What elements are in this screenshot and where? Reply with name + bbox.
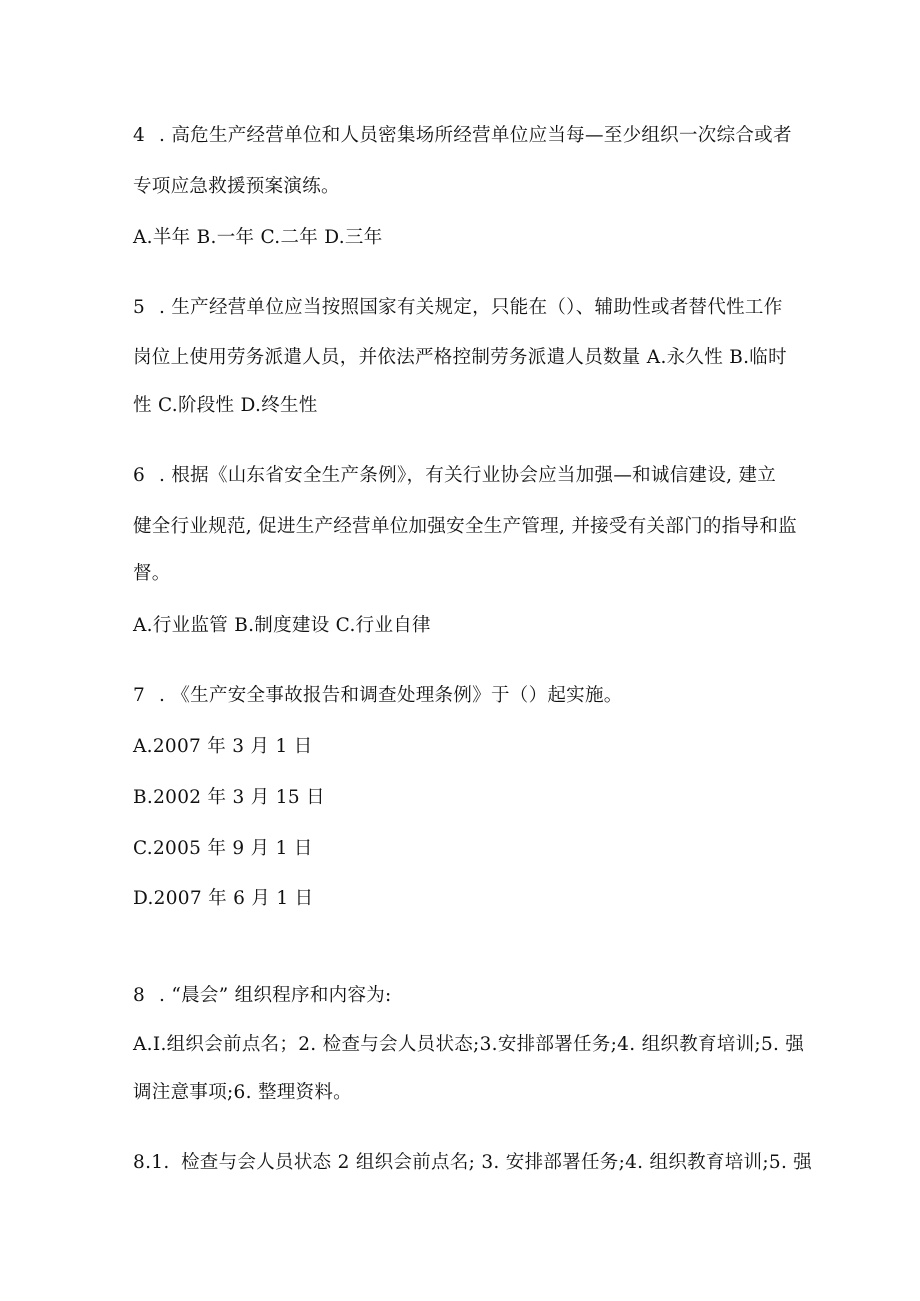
question-text: . 根据《山东省安全生产条例》，有关行业协会应当加强—和诚信建设, 建立 [159, 465, 777, 486]
question-6-line-2: 健全行业规范, 促进生产经营单位加强安全生产管理, 并接受有关部门的指导和监 [133, 516, 797, 537]
question-number: 8.1. [133, 1152, 170, 1173]
question-7-line-1 [133, 684, 623, 708]
question-8-option-a-line-2: 调注意事项;6. 整理资料。 [133, 1082, 352, 1103]
question-8-1-line-1 [133, 1151, 812, 1175]
question-8-option-a-line-1: A.I.组织会前点名；2. 检查与会人员状态;3.安排部署任务;4. 组织教育培训;5. 强 [133, 1034, 805, 1055]
question-5-line-3: 性 C.阶段性 D.终生性 [133, 395, 318, 416]
question-number: 5 [133, 297, 146, 318]
question-number: 7 [133, 685, 146, 706]
question-5-line-2: 岗位上使用劳务派遣人员，并依法严格控制劳务派遣人员数量 A.永久性 B.临时 [133, 347, 787, 368]
question-7-option-a: A.2007 年 3 月 1 日 [133, 736, 313, 757]
question-number: 6 [133, 465, 146, 486]
question-text: . “晨会” 组织程序和内容为: [159, 985, 392, 1006]
question-text: . 高危生产经营单位和人员密集场所经营单位应当每—至少组织一次综合或者 [159, 125, 792, 146]
question-6-options: A.行业监管 B.制度建设 C.行业自律 [133, 615, 431, 636]
question-7-option-b: B.2002 年 3 月 15 日 [133, 787, 325, 808]
question-4-options: A.半年 B.一年 C.二年 D.三年 [133, 227, 383, 248]
question-8-line-1 [133, 984, 392, 1008]
question-text: . 生产经营单位应当按照国家有关规定，只能在（）、辅助性或者替代性工作 [159, 297, 783, 318]
question-4-line-1 [133, 124, 792, 148]
question-7-option-d: D.2007 年 6 月 1 日 [133, 888, 314, 909]
question-5-line-1 [133, 296, 783, 320]
question-number: 4 [133, 125, 146, 146]
question-text: . 《生产安全事故报告和调查处理条例》于（）起实施。 [159, 685, 623, 706]
question-4-line-2: 专项应急救援预案演练。 [133, 176, 340, 197]
question-6-line-1 [133, 464, 776, 488]
question-text: 检查与会人员状态 2 组织会前点名; 3. 安排部署任务;4. 组织教育培训;5. 强 [181, 1152, 813, 1173]
question-6-line-3: 督。 [133, 563, 171, 584]
question-number: 8 [133, 985, 146, 1006]
question-7-option-c: C.2005 年 9 月 1 日 [133, 838, 313, 859]
